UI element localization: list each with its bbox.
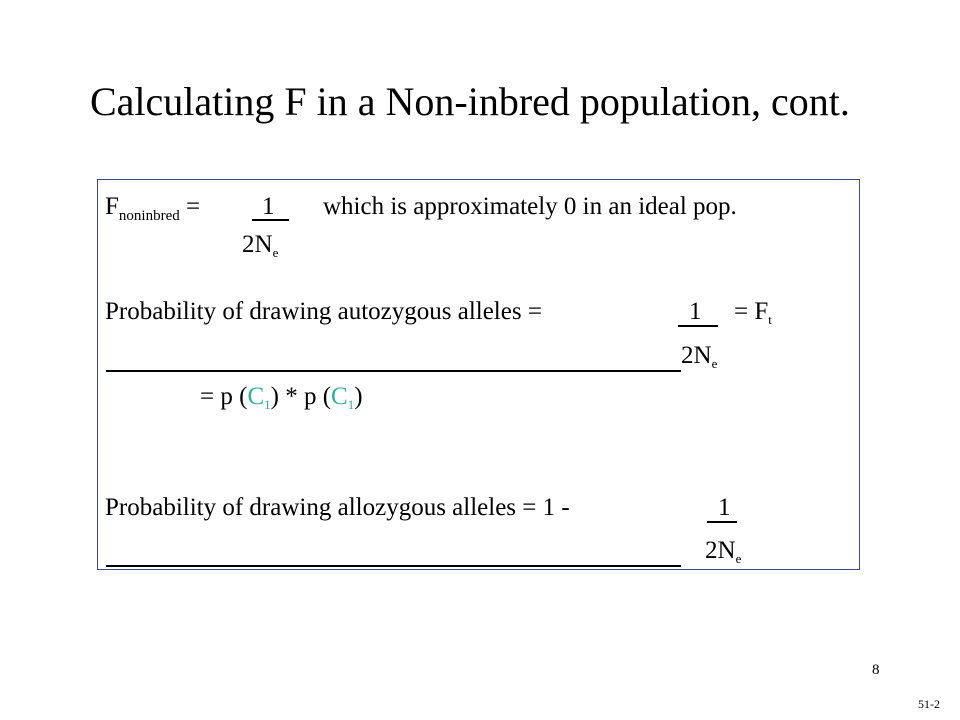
autozygous-numerator: 1: [689, 298, 702, 325]
allozygous-fraction-bar: [707, 521, 737, 523]
f-equals: =: [185, 193, 201, 220]
product-c1-letter: C: [247, 383, 265, 410]
f-noninbred-denominator: [242, 230, 278, 263]
formula-box: [97, 179, 860, 570]
f-noninbred-numerator: 1: [262, 193, 275, 220]
product-c1-sub: 1: [264, 397, 271, 412]
autozygous-label: Probability of drawing autozygous alleles =: [105, 298, 542, 325]
f-symbol: F: [105, 193, 119, 220]
product-line: [200, 382, 363, 415]
f-noninbred-line: [105, 192, 200, 225]
product-c2-sub: 1: [347, 397, 355, 412]
autozygous-underline: [106, 370, 681, 372]
allozygous-denominator-sub: e: [735, 551, 742, 566]
allozygous-underline: [106, 565, 681, 567]
product-prefix: = p (: [200, 383, 248, 410]
slide-title: Calculating F in a Non-inbred population, cont.: [90, 79, 850, 124]
autozygous-denominator-sub: e: [711, 356, 718, 371]
slide-number: 8: [872, 662, 880, 678]
product-c2: [331, 383, 354, 410]
allozygous-denominator-text: 2N: [705, 537, 736, 564]
product-c2-letter: C: [331, 383, 348, 410]
autozygous-result-sub: t: [768, 312, 772, 327]
f-denominator-sub: e: [272, 245, 279, 260]
f-subscript: noninbred: [118, 208, 180, 224]
page-code: 51-2: [918, 697, 940, 711]
product-middle: ) * p (: [270, 383, 332, 410]
autozygous-result-equals: =: [734, 298, 749, 325]
autozygous-fraction-bar: [678, 325, 718, 327]
allozygous-label: Probability of drawing allozygous alleles = 1 -: [105, 494, 570, 521]
autozygous-denominator: [681, 341, 717, 374]
autozygous-denominator-text: 2N: [681, 342, 712, 369]
autozygous-result-symbol: F: [754, 298, 769, 325]
f-noninbred-comment: which is approximately 0 in an ideal pop.: [323, 193, 737, 220]
autozygous-result: [734, 297, 772, 330]
f-denominator-text: 2N: [242, 231, 273, 258]
allozygous-denominator: [705, 536, 741, 569]
product-suffix: ): [354, 383, 363, 410]
allozygous-numerator: 1: [718, 494, 731, 521]
f-noninbred-fraction-bar: [252, 219, 289, 221]
product-c1: [247, 383, 270, 410]
